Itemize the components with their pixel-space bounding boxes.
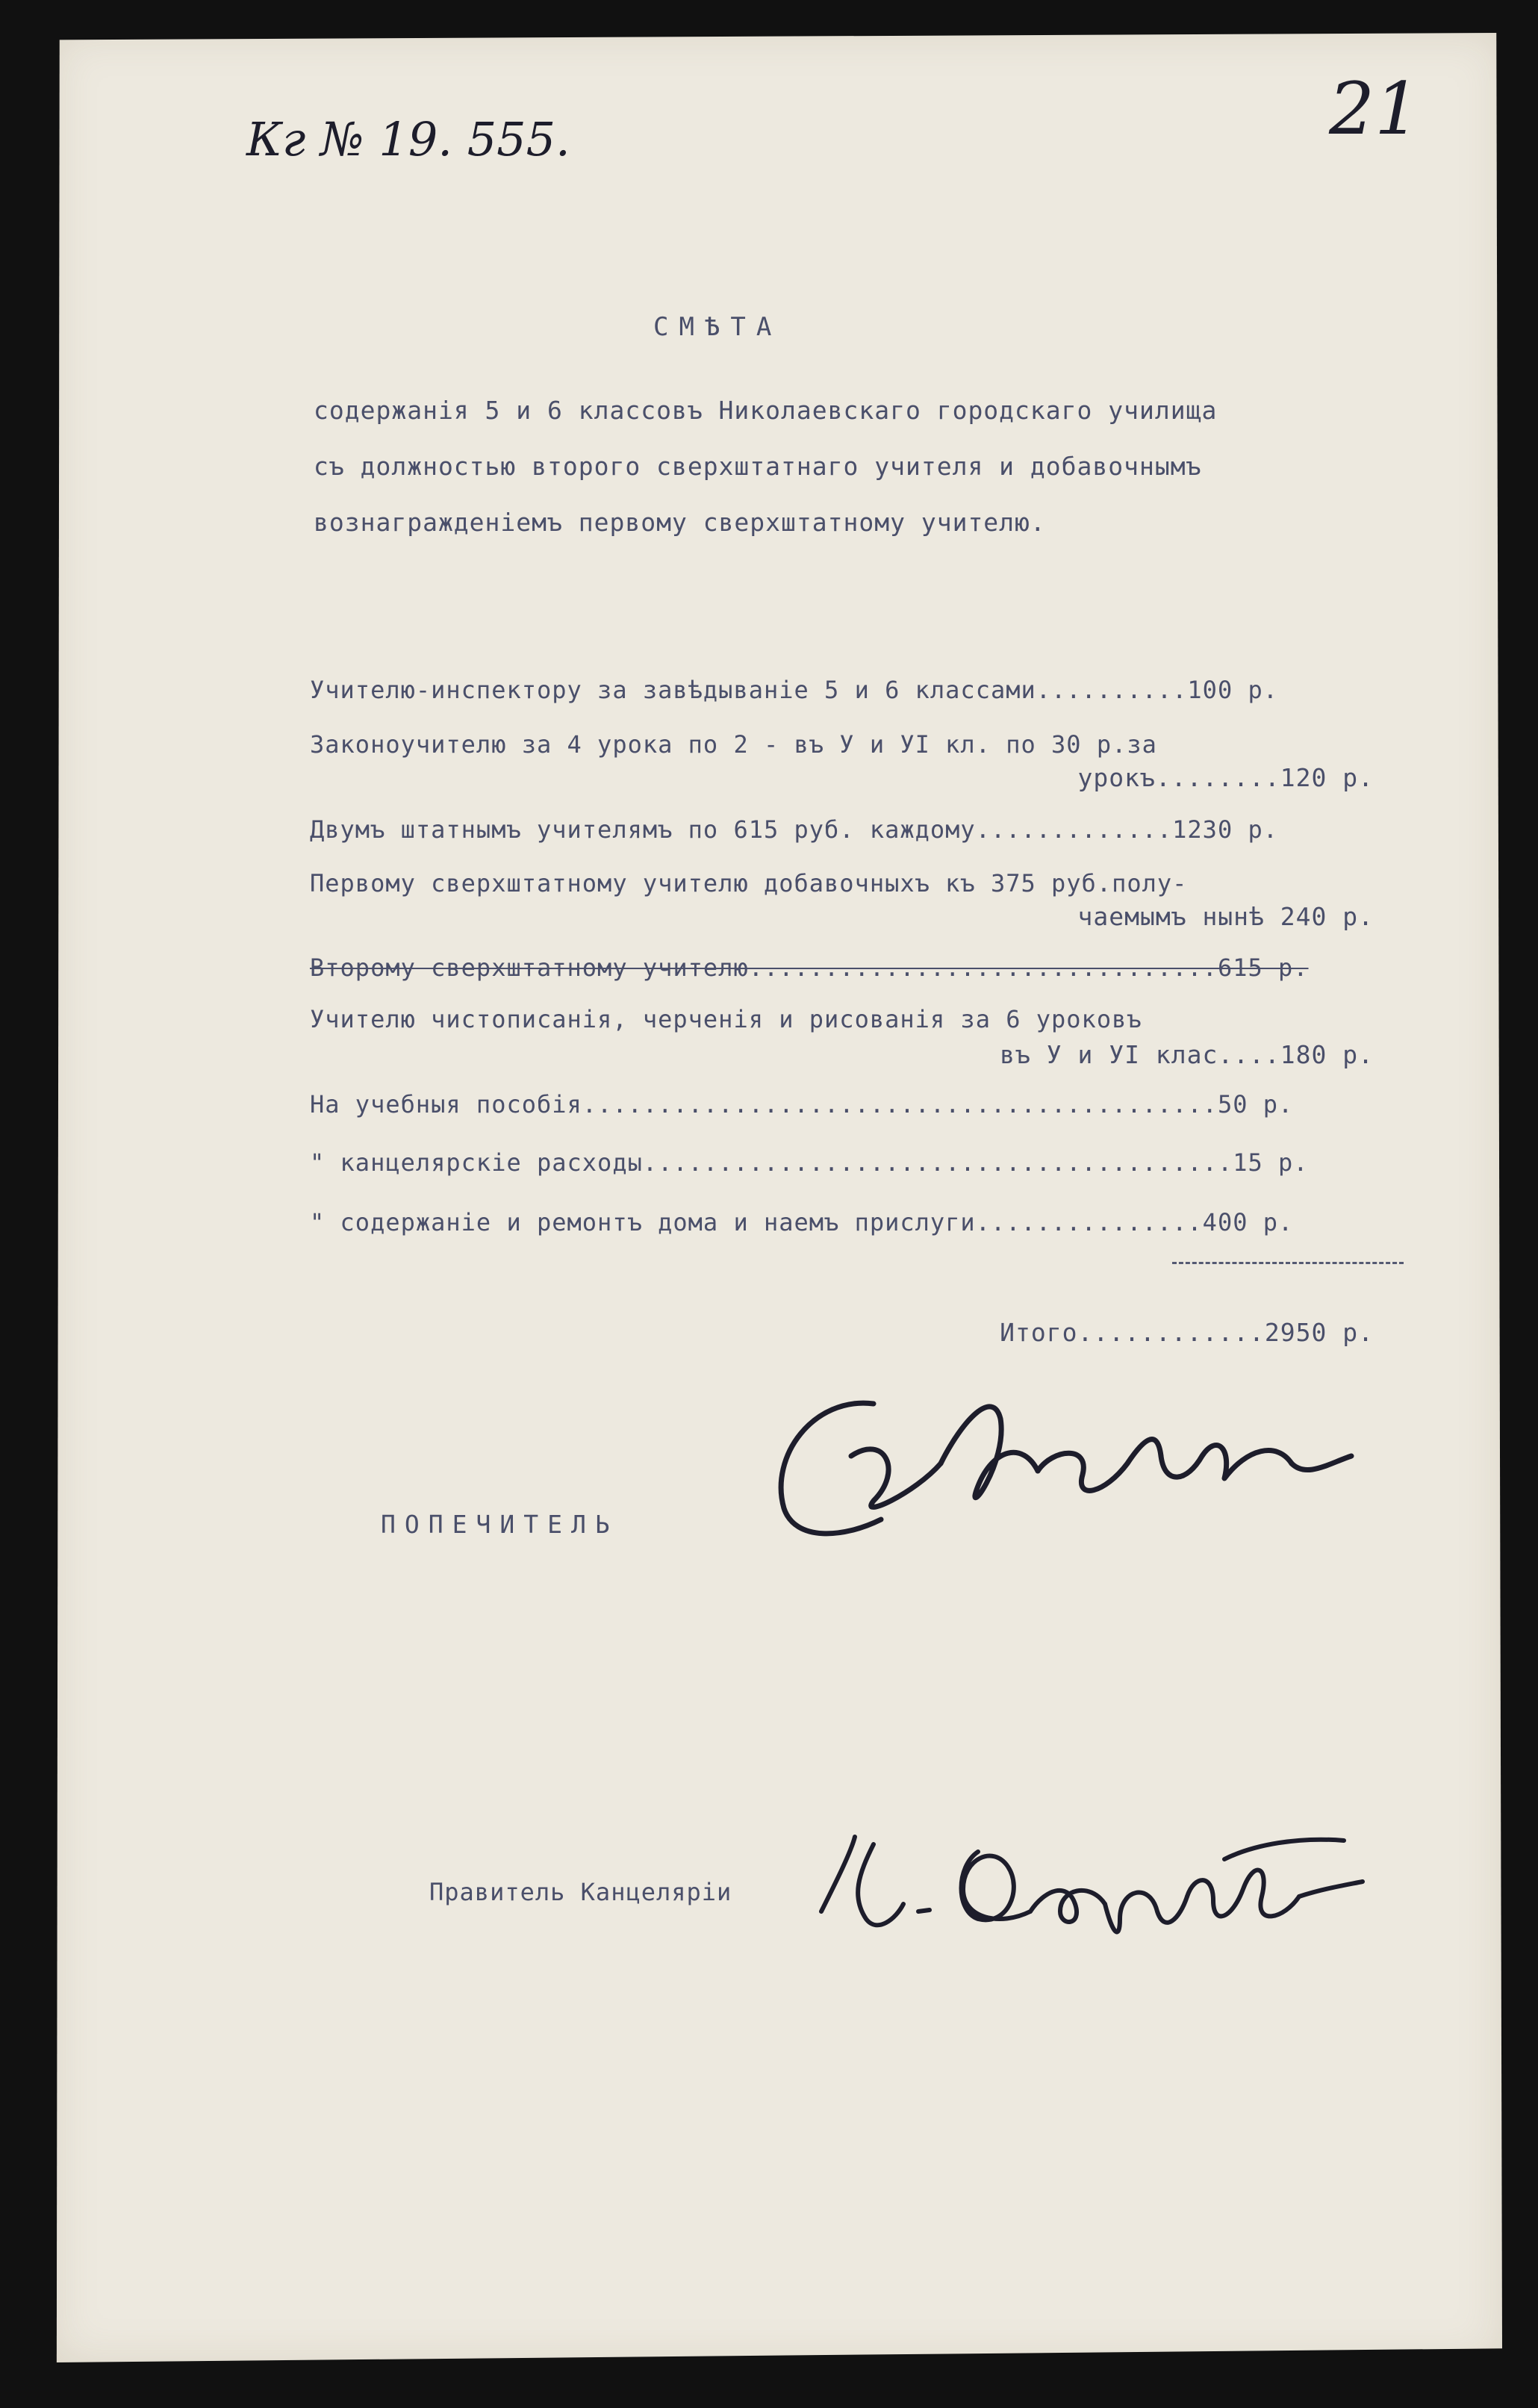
archive-number: Кг № 19. 555. bbox=[246, 112, 570, 167]
budget-item-continuation: чаемымъ нынѣ 240 р. bbox=[1077, 902, 1374, 931]
budget-item: Законоучителю за 4 урока по 2 - въ У и УI кл. по 30 р.за bbox=[310, 730, 1157, 759]
subtitle-line: содержанія 5 и 6 классовъ Николаевскаго городскаго училища bbox=[314, 396, 1218, 425]
budget-item-continuation: въ У и УI клас....180 р. bbox=[1000, 1040, 1374, 1069]
subtitle-line: съ должностью второго сверхштатнаго учителя и добавочнымъ bbox=[314, 452, 1202, 481]
total-line: Итого............2950 р. bbox=[1000, 1318, 1374, 1347]
document-title: СМѢТА bbox=[653, 312, 782, 342]
budget-item: " содержаніе и ремонтъ дома и наемъ прислуги...............400 р. bbox=[310, 1208, 1294, 1236]
budget-item: Первому сверхштатному учителю добавочныхъ къ 375 руб.полу- bbox=[310, 869, 1188, 897]
chancellor-signature bbox=[806, 1807, 1374, 1956]
budget-item: Двумъ штатнымъ учителямъ по 615 руб. каждому.............1230 р. bbox=[310, 815, 1278, 844]
budget-item: Учителю чистописанія, черченія и рисованія за 6 уроковъ bbox=[310, 1005, 1142, 1033]
total-separator bbox=[1172, 1262, 1404, 1264]
budget-item-struck: Второму сверхштатному учителю...............................615 р. bbox=[310, 953, 1309, 982]
budget-item-continuation: урокъ........120 р. bbox=[1077, 763, 1374, 792]
chancellor-label: Правитель Канцеляріи bbox=[429, 1878, 732, 1906]
trustee-label: ПОПЕЧИТЕЛЬ bbox=[381, 1510, 619, 1539]
budget-item: " канцелярскіе расходы.......................................15 р. bbox=[310, 1148, 1309, 1177]
budget-item: На учебныя пособія..........................................50 р. bbox=[310, 1090, 1294, 1119]
subtitle-line: вознагражденіемъ первому сверхштатному учителю. bbox=[314, 508, 1046, 537]
document-page bbox=[54, 33, 1502, 2362]
budget-item: Учителю-инспектору за завѣдываніе 5 и 6 классами..........100 р. bbox=[310, 676, 1278, 704]
page-number: 21 bbox=[1329, 67, 1421, 151]
trustee-signature bbox=[754, 1374, 1374, 1561]
